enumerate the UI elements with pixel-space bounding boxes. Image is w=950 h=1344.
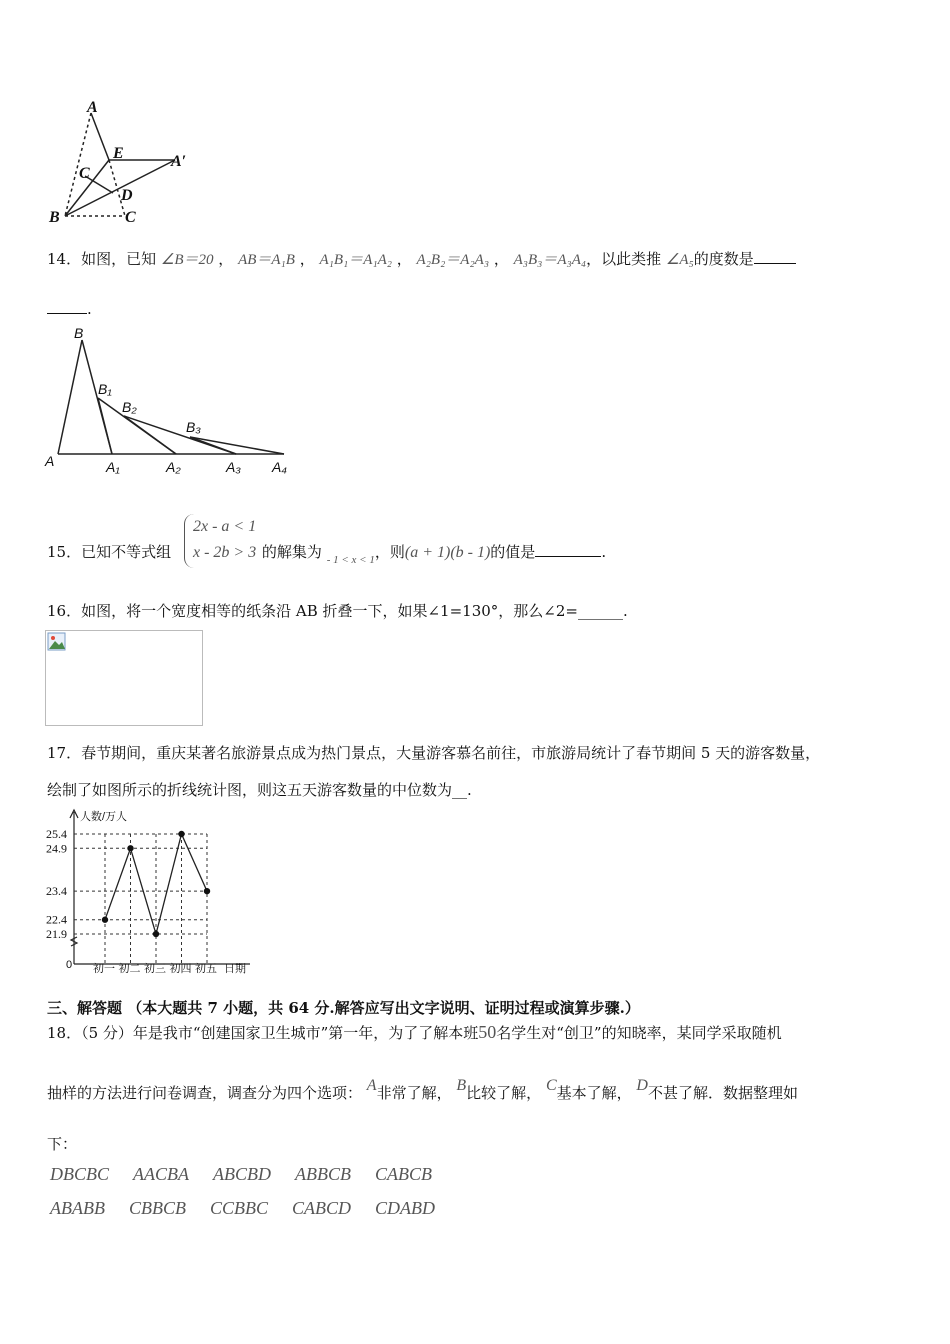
fig13-label: A′ [171,153,187,170]
q14-eq3: A₂B₂＝A₂A₃ [416,252,490,268]
answer-row-2 [50,1198,459,1219]
answer-group: CDABD [375,1198,436,1218]
question-18-line2 [47,1077,798,1103]
fig14-label: B₃ [186,419,201,435]
fig14-label: A₁ [106,459,120,475]
option-c-text: 基本了解， [556,1084,632,1102]
question-17-line2: 绘制了如图所示的折线统计图，则这五天游客数量的中位数为__. [47,781,472,799]
option-a: A [366,1077,377,1094]
q14-number: 14． [47,250,82,268]
fold-triangle-figure [45,98,215,226]
inequality-2: x - 2b > 3 [193,544,257,561]
q18-part1a: 18．（5 分）年是我市“创建国家卫生城市”第一年，为了了解本班 [47,1024,479,1042]
data-point [204,888,210,894]
inequality-1: 2x - a < 1 [193,518,257,535]
question-18-line1 [47,1022,782,1043]
y-tick-label: 23.4 [46,884,67,899]
answer-group: CBBCB [128,1198,186,1218]
answer-group: DBCBC [50,1164,110,1184]
q15-number: 15． [47,543,82,561]
chart-ylabel: 人数/万人 [80,811,128,823]
chart-x-ticks [93,962,217,975]
answer-row-1 [50,1164,456,1185]
fig14-label: B [74,326,84,341]
q15-expr: (a + 1)(b - 1) [404,544,491,561]
option-b: B [456,1077,467,1094]
q14-intro: 如图，已知 [81,250,157,268]
x-tick-label: 初二 [118,963,141,975]
q14-angle-b: ∠B＝20 [160,252,214,268]
fig14-label: A₄ [272,459,287,475]
answer-group: AACBA [133,1164,190,1184]
answer-blank[interactable] [754,251,796,264]
answer-group: CCBBC [209,1198,268,1218]
answer-blank[interactable] [47,301,87,314]
x-tick-label: 初三 [144,963,166,975]
data-point [102,917,108,923]
y-tick-label: 25.4 [46,827,67,841]
x-tick-label: 初一 [93,963,115,975]
fig13-label: B [49,209,60,226]
broken-image-icon [47,632,67,652]
fig14-label: B₂ [122,399,137,415]
q14-eq1: AB＝A₁B [238,252,295,268]
q15-end: . [601,543,607,561]
chart-xlabel: 日期 [224,963,246,975]
question-18-line3: 下： [47,1135,78,1153]
q15-intro: 已知不等式组 [81,543,172,561]
q14-eq4: A₃B₃＝A₃A₄ [513,252,587,268]
missing-image-placeholder [45,630,203,726]
tourist-line-chart [44,806,254,976]
data-point [153,931,159,937]
q18-count: 50 [478,1022,497,1042]
fig14-label: A [45,453,55,469]
y-tick-label: 22.4 [46,912,67,927]
fig14-label: A₂ [166,459,181,475]
fig13-label: D [121,187,133,204]
fig13-label: A [87,99,98,116]
q14-ask: 的度数是 [693,250,754,268]
y-tick-label: 24.9 [46,841,67,856]
q15-mid: 的解集为 [261,543,322,561]
q14-tail: ，以此类推 [586,250,662,268]
q14-end: . [87,300,92,318]
option-d-text: 不甚了解．数据整理如 [647,1084,798,1102]
q15-solution: - 1 < x < 1 [326,554,375,566]
option-c: C [545,1077,557,1094]
option-b-text: 比较了解， [466,1084,542,1102]
answer-group: ABCBD [213,1164,272,1184]
fig13-label: C [79,165,90,182]
x-tick-label: 初四 [169,963,192,975]
option-d: D [636,1077,648,1094]
y-tick-label: 21.9 [46,927,67,941]
inequality-system [184,514,256,568]
q14-target: ∠A₅ [665,252,694,268]
q14-eq2: A₁B₁＝A₁A₂ [319,252,392,268]
option-a-text: 非常了解， [376,1084,452,1102]
fig13-label: C [125,209,136,226]
q15-then: ，则 [374,543,405,561]
answer-group: CABCD [292,1198,352,1218]
q15-ask: 的值是 [490,543,536,561]
fig13-label: E [113,145,124,162]
question-15 [47,541,606,566]
answer-group: ABBCB [295,1164,352,1184]
answer-group: CABCB [375,1164,433,1184]
question-14: 14．如图，已知 ∠B＝20 ， AB＝A₁B ， A₁B₁＝A₁A₂ ， A₂B₂＝A₂A₃ ， A₃B₃＝A₃A₄，以此类推 ∠A₅的度数是 [47,248,796,269]
q18-part1b: 名学生对“创卫”的知晓率，某同学采取随机 [496,1024,782,1042]
question-16: 16．如图，将一个宽度相等的纸条沿 AB 折叠一下，如果∠1=130°，那么∠2=______. [47,602,628,620]
chart-origin: 0 [66,959,73,971]
q18-part2a: 抽样的方法进行问卷调查，调查分为四个选项： [47,1084,363,1102]
answer-group: ABABB [50,1198,105,1218]
x-tick-label: 初五 [195,963,217,975]
data-point [178,831,184,837]
chart-y-ticks [46,827,67,941]
section-3-heading: 三、解答题 （本大题共 7 小题，共 64 分.解答应写出文字说明、证明过程或演算步骤.） [47,999,640,1017]
chart-grid [74,834,207,964]
isosceles-chain-figure [40,326,300,478]
q14-continuation [47,300,92,318]
answer-blank[interactable] [535,544,601,557]
fig14-label: A₃ [226,459,241,475]
question-17-line1: 17．春节期间，重庆某著名旅游景点成为热门景点，大量游客慕名前往，市旅游局统计了春节期间 5 天的游客数量， [47,744,821,762]
data-point [127,845,133,851]
fig14-label: B₁ [98,381,112,397]
